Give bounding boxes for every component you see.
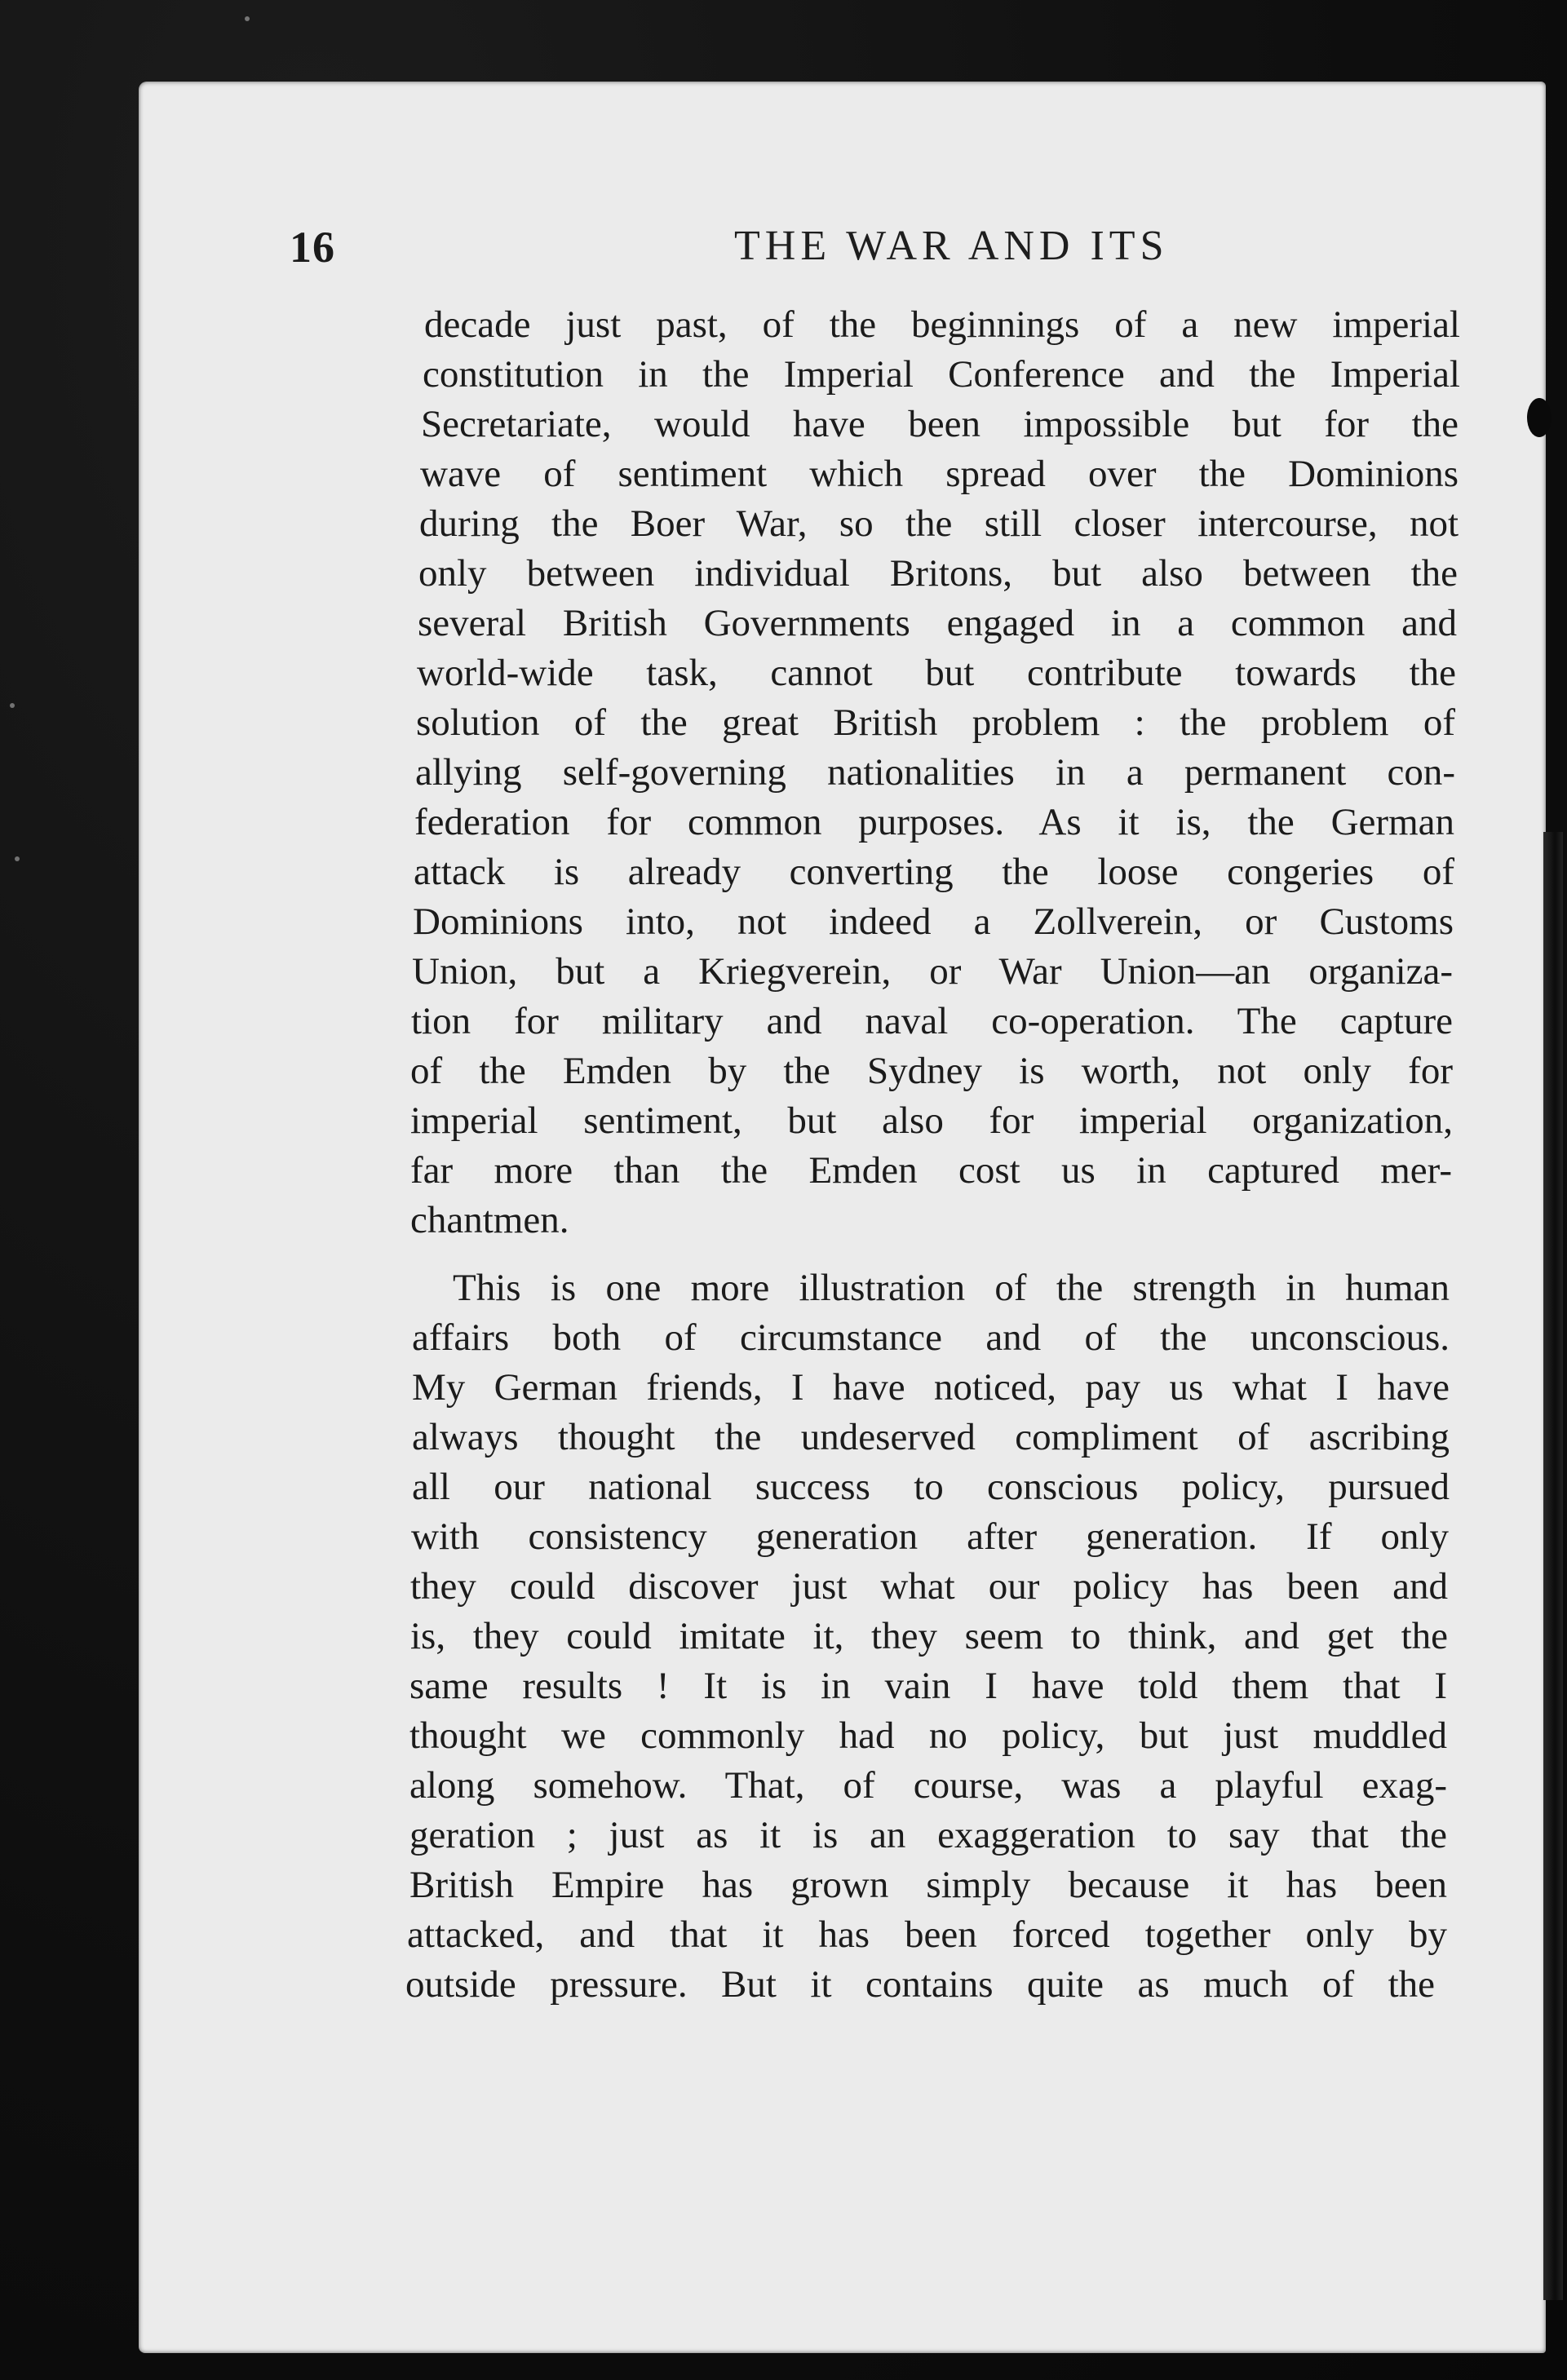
- text-line: imperial sentiment, but also for imperial organization,: [410, 1099, 1453, 1142]
- text-line: Union, but a Kriegverein, or War Union—an organiza-: [412, 950, 1453, 993]
- text-line: Secretariate, would have been impossible but for the: [421, 403, 1459, 445]
- text-line: thought we commonly had no policy, but just muddled: [409, 1714, 1447, 1757]
- text-line: far more than the Emden cost us in captured mer-: [410, 1149, 1452, 1192]
- text-line: Dominions into, not indeed a Zollverein, or Customs: [413, 900, 1454, 943]
- text-line: is, they could imitate it, they seem to think, and get the: [410, 1615, 1448, 1657]
- text-line: with consistency generation after generation. If only: [411, 1515, 1449, 1558]
- running-title: THE WAR AND ITS: [734, 223, 1169, 269]
- text-line: during the Boer War, so the still closer intercourse, not: [419, 502, 1459, 545]
- text-line: wave of sentiment which spread over the Dominions: [420, 453, 1459, 495]
- text-line: allying self-governing nationalities in a permanent con-: [415, 751, 1455, 794]
- text-line: attacked, and that it has been forced together only by: [407, 1913, 1447, 1956]
- text-line: This is one more illustration of the strength in human: [453, 1267, 1450, 1309]
- text-line: constitution in the Imperial Conference and the Imperial: [423, 353, 1460, 396]
- text-line: attack is already converting the loose congeries of: [414, 851, 1454, 893]
- text-line: geration ; just as it is an exaggeration to say that the: [409, 1814, 1447, 1856]
- text-line: world-wide task, cannot but contribute towards the: [417, 652, 1456, 694]
- text-line: always thought the undeserved compliment of ascribing: [412, 1416, 1450, 1458]
- text-line: tion for military and naval co-operation. The capture: [411, 1000, 1453, 1042]
- text-line: only between individual Britons, but also between the: [418, 552, 1458, 595]
- text-line: several British Governments engaged in a common and: [418, 602, 1457, 644]
- text-line: affairs both of circumstance and of the unconscious.: [412, 1316, 1450, 1359]
- scan-speck: [15, 856, 20, 861]
- scan-speck: [245, 16, 250, 21]
- text-line: they could discover just what our policy has been and: [410, 1565, 1448, 1608]
- text-line: My German friends, I have noticed, pay us what I have: [412, 1366, 1450, 1409]
- text-line: along somehow. That, of course, was a playful exag-: [409, 1764, 1447, 1807]
- scan-speck: [10, 703, 15, 708]
- text-line: same results ! It is in vain I have told them that I: [409, 1665, 1447, 1707]
- text-line: decade just past, of the beginnings of a new imperial: [424, 303, 1460, 346]
- text-line: federation for common purposes. As it is, the German: [414, 801, 1454, 843]
- text-line: solution of the great British problem : the problem of: [416, 701, 1455, 744]
- page-number: 16: [290, 223, 335, 272]
- text-line: all our national success to conscious policy, pursued: [412, 1466, 1450, 1508]
- text-line: of the Emden by the Sydney is worth, not only for: [410, 1050, 1453, 1092]
- text-line: outside pressure. But it contains quite as much of the: [405, 1963, 1435, 2006]
- text-line: British Empire has grown simply because it has been: [409, 1864, 1447, 1906]
- text-line: chantmen.: [410, 1199, 569, 1241]
